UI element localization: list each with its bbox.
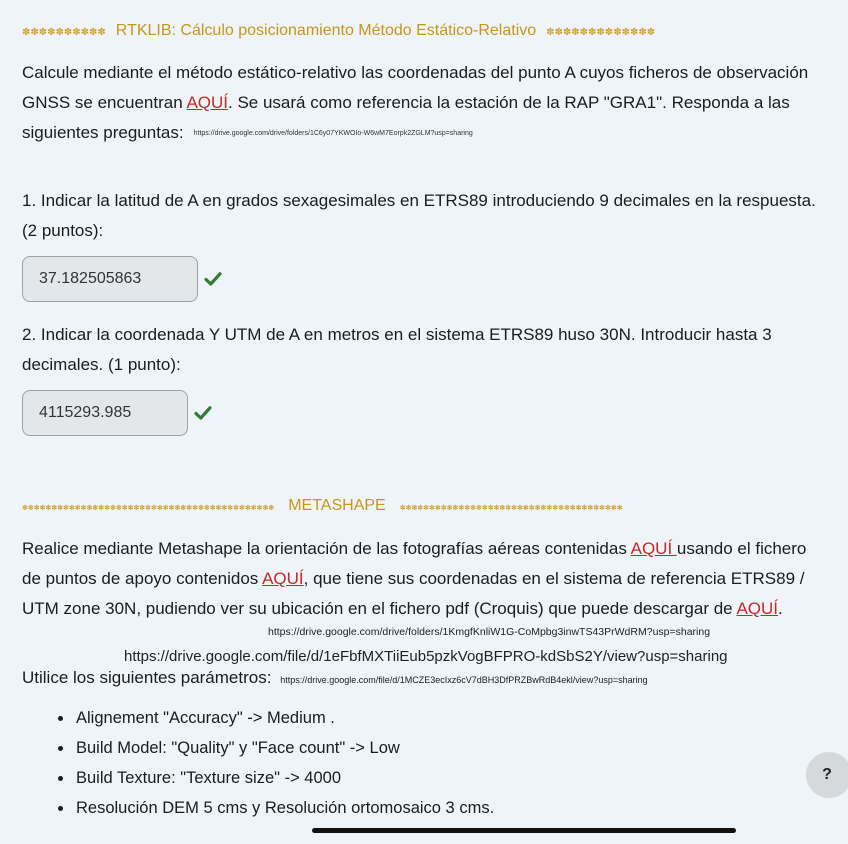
metashape-text: , que tiene sus coordenadas en el sistema de referencia ETRS89 / UTM zone 30N, pudiendo ver su ubicación en el fichero pdf (Croquis) que puede descargar de — [22, 569, 805, 618]
question-2-answer-field[interactable]: 4115293.985 — [22, 390, 188, 436]
parameters-list — [22, 703, 494, 823]
stars-decoration: ✽✽✽✽✽✽✽✽✽✽✽✽✽ — [546, 27, 656, 38]
stars-decoration: ✽✽✽✽✽✽✽✽✽✽ — [22, 27, 106, 38]
question-1-answer-field[interactable]: 37.182505863 — [22, 256, 198, 302]
aerial-photos-url[interactable]: https://drive.google.com/drive/folders/1KmgfKnliW1G-CoMpbg3inwTS43PrWdRM?usp=sharing — [268, 626, 711, 638]
metashape-paragraph — [22, 534, 822, 624]
control-points-url[interactable]: https://drive.google.com/file/d/1eFbfMXTiiEub5pzkVogBFPRO-kdSbS2Y/view?usp=sharing — [124, 648, 728, 665]
help-button[interactable] — [806, 752, 848, 798]
intro-text-continued: . Se usará como referencia la estación de la RAP "GRA1". Responda a las siguientes preguntas: — [22, 93, 790, 142]
params-label: Utilice los siguientes parámetros: — [22, 668, 272, 687]
section-heading-metashape — [22, 497, 623, 515]
croquis-pdf-link[interactable]: AQUÍ — [736, 599, 778, 618]
params-label-row — [22, 668, 648, 688]
intro-text: Calcule mediante el método estático-relativo las coordenadas del punto A cuyos ficheros de observación GNSS se encuentran — [22, 63, 809, 112]
intro-paragraph — [22, 58, 822, 149]
aerial-photos-link[interactable]: AQUÍ — [630, 539, 677, 558]
list-item: • Build Model: "Quality" y "Face count" -> Low — [74, 733, 494, 763]
section-title: RTKLIB: Cálculo posicionamiento Método Estático-Relativo — [115, 22, 537, 39]
control-points-link[interactable]: AQUÍ — [262, 569, 304, 588]
question-2-answer-row — [22, 390, 212, 436]
help-icon: ? — [822, 766, 832, 783]
list-item: • Build Texture: "Texture size" -> 4000 — [74, 763, 494, 793]
question-1-text: 1. Indicar la latitud de A en grados sexagesimales en ETRS89 introduciendo 9 decimales en la respuesta. (2 puntos): — [22, 191, 816, 240]
home-indicator-bar[interactable] — [312, 828, 736, 833]
gnss-files-link[interactable]: AQUÍ — [186, 93, 228, 112]
croquis-pdf-url[interactable]: https://drive.google.com/file/d/1MCZE3ecIxz6cV7dBH3DfPRZBwRdB4ekl/view?usp=sharing — [280, 675, 648, 685]
section-title: METASHAPE — [288, 497, 386, 514]
stars-decoration: ✽✽✽✽✽✽✽✽✽✽✽✽✽✽✽✽✽✽✽✽✽✽✽✽✽✽✽✽✽✽✽✽✽✽✽✽✽✽✽✽✽✽✽ — [22, 505, 275, 512]
list-item: • Resolución DEM 5 cms y Resolución ortomosaico 3 cms. — [74, 793, 494, 823]
question-1-answer-row — [22, 256, 222, 302]
metashape-text: usando el fichero de puntos de apoyo contenidos — [22, 539, 807, 588]
gnss-files-url[interactable]: https://drive.google.com/drive/folders/1C6y07YKWOIo-W6wM7Eorpk2ZGLM?usp=sharing — [193, 129, 473, 137]
stars-decoration: ✽✽✽✽✽✽✽✽✽✽✽✽✽✽✽✽✽✽✽✽✽✽✽✽✽✽✽✽✽✽✽✽✽✽✽✽✽✽ — [399, 505, 623, 512]
correct-check-icon — [194, 405, 212, 421]
correct-check-icon — [204, 271, 222, 287]
question-2-text: 2. Indicar la coordenada Y UTM de A en metros en el sistema ETRS89 huso 30N. Introducir hasta 3 decimales. (1 punto): — [22, 325, 772, 374]
list-item: • Alignement "Accuracy" -> Medium . — [74, 703, 494, 733]
metashape-text: . — [778, 599, 783, 618]
section-heading-rtklib — [22, 22, 655, 40]
metashape-text: Realice mediante Metashape la orientación de las fotografías aéreas contenidas — [22, 539, 631, 558]
